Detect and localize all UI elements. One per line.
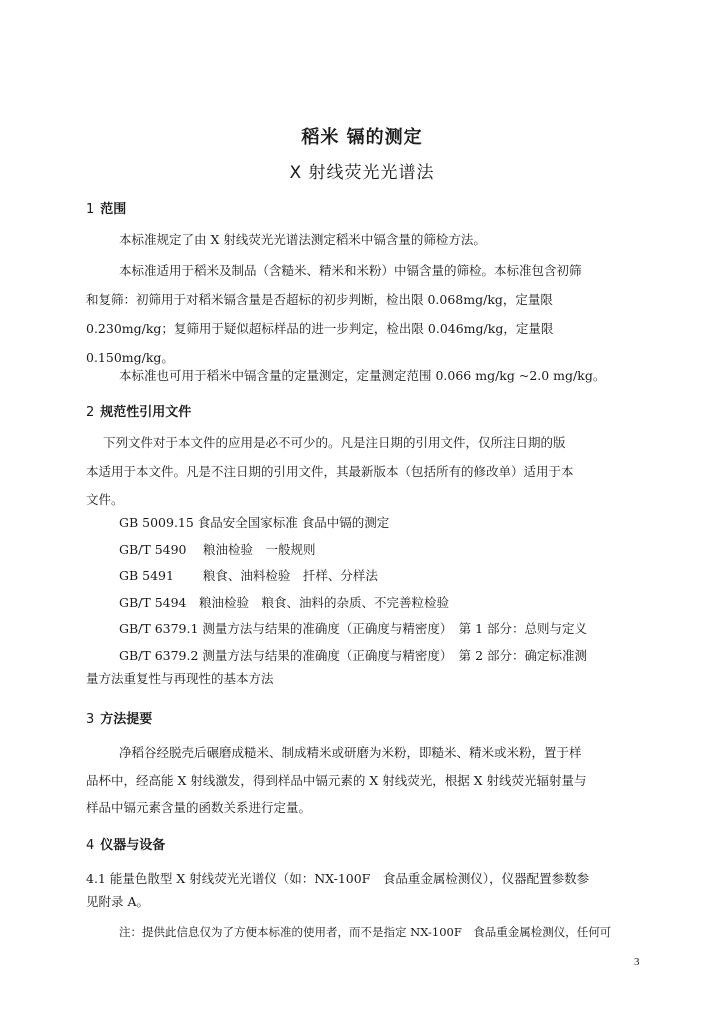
paragraph-line: 本标准规定了由 X 射线荧光光谱法测定稻米中镉含量的筛检方法。 bbox=[119, 232, 486, 247]
section-number: 4 bbox=[86, 838, 95, 853]
reference-item: GB 5009.15 食品安全国家标准 食品中镉的测定 bbox=[119, 515, 390, 530]
section-heading-scope bbox=[86, 198, 126, 217]
document-subtitle: X 射线荧光光谱法 bbox=[289, 163, 435, 183]
reference-item: GB/T 6379.1 测量方法与结果的准确度（正确度与精密度） 第 1 部分：总则与定义 bbox=[119, 621, 588, 636]
section-heading-references bbox=[86, 401, 191, 420]
section-title: 仪器与设备 bbox=[100, 838, 166, 853]
reference-item: GB/T 5494 粮油检验 粮食、油料的杂质、不完善粒检验 bbox=[119, 595, 450, 610]
reference-item: GB/T 5490 粮油检验 一般规则 bbox=[119, 542, 316, 557]
paragraph-line: 品杯中，经高能 X 射线激发，得到样品中镉元素的 X 射线荧光，根据 X 射线荧光辐射量与 bbox=[86, 773, 587, 788]
section-title: 范围 bbox=[100, 202, 127, 217]
section-number: 1 bbox=[86, 202, 95, 217]
paragraph-line: 本标准适用于稻米及制品（含糙米、精米和米粉）中镉含量的筛检。本标准包含初筛 bbox=[119, 263, 582, 278]
section-title: 方法提要 bbox=[100, 712, 153, 727]
page-number: 3 bbox=[634, 956, 640, 968]
document-title: 稻米 镉的测定 bbox=[301, 127, 423, 148]
paragraph-line: 4.1 能量色散型 X 射线荧光光谱仪（如：NX-100F 食品重金属检测仪），仪器配置参数参 bbox=[86, 871, 590, 886]
paragraph-line: 0.230mg/kg；复筛用于疑似超标样品的进一步判定，检出限 0.046mg/kg，定量限 bbox=[86, 321, 554, 336]
paragraph-line: 下列文件对于本文件的应用是必不可少的。凡是注日期的引用文件，仅所注日期的版 bbox=[103, 435, 566, 450]
note-line: 注：提供此信息仅为了方便本标准的使用者，而不是指定 NX-100F 食品重金属检测仪，任何可 bbox=[119, 925, 612, 939]
section-heading-method-summary bbox=[86, 708, 152, 727]
section-title: 规范性引用文件 bbox=[100, 405, 192, 420]
paragraph-line: 和复筛：初筛用于对稻米镉含量是否超标的初步判断，检出限 0.068mg/kg，定量限 bbox=[86, 292, 553, 307]
section-heading-instruments bbox=[86, 834, 165, 853]
reference-item: GB 5491 粮食、油料检验 扦样、分样法 bbox=[119, 568, 378, 583]
reference-item-continued: 量方法重复性与再现性的基本方法 bbox=[86, 671, 274, 686]
paragraph-line: 0.150mg/kg。 bbox=[86, 350, 174, 365]
reference-item: GB/T 6379.2 测量方法与结果的准确度（正确度与精密度） 第 2 部分：确定标准测 bbox=[119, 648, 588, 663]
paragraph-line: 文件。 bbox=[86, 492, 124, 507]
paragraph-line: 见附录 A。 bbox=[86, 894, 150, 909]
paragraph-line: 本适用于本文件。凡是不注日期的引用文件，其最新版本（包括所有的修改单）适用于本 bbox=[86, 464, 574, 479]
paragraph-line: 净稻谷经脱壳后碾磨成糙米、制成精米或研磨为米粉，即糙米、精米或米粉，置于样 bbox=[119, 745, 582, 760]
section-number: 2 bbox=[86, 405, 95, 420]
paragraph-line: 本标准也可用于稻米中镉含量的定量测定，定量测定范围 0.066 mg/kg ~2.0 mg/kg。 bbox=[119, 368, 606, 383]
section-number: 3 bbox=[86, 712, 95, 727]
paragraph-line: 样品中镉元素含量的函数关系进行定量。 bbox=[86, 800, 312, 815]
